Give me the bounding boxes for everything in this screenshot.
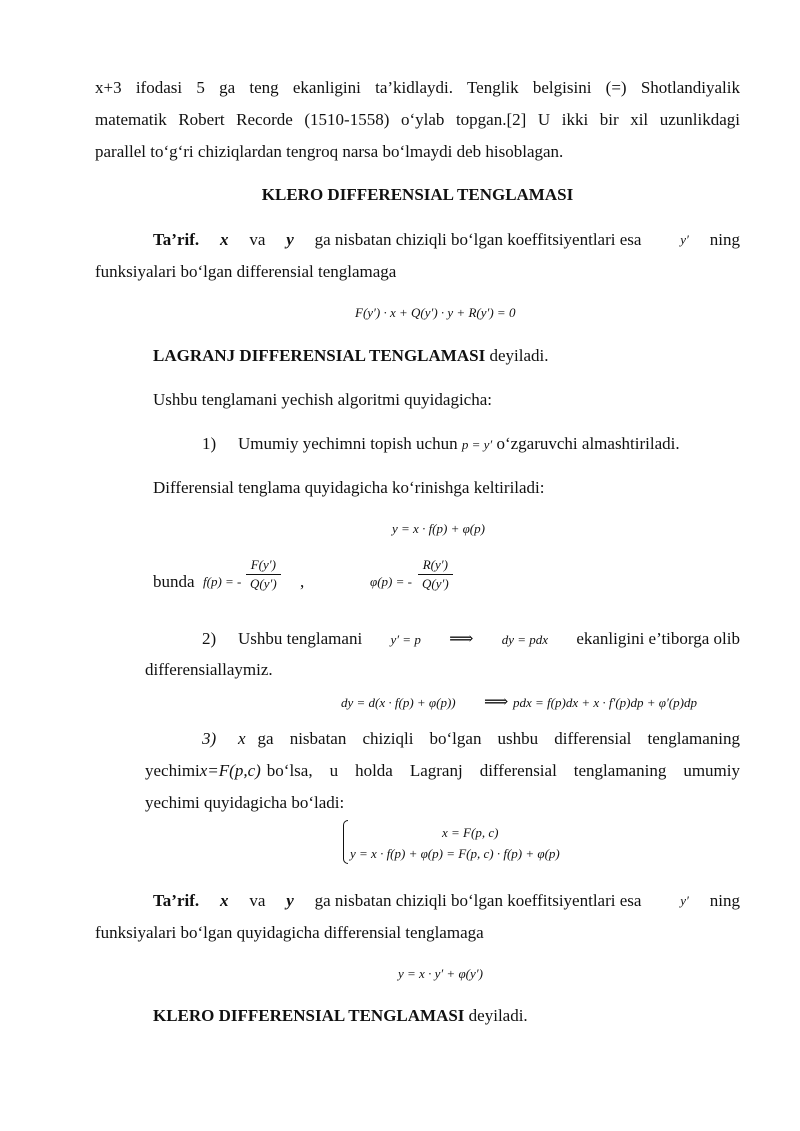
phi-definition-lhs: φ(p) = - xyxy=(370,574,412,589)
phi-fraction xyxy=(418,556,453,593)
klero-equation: y = x · y′ + φ(y′) xyxy=(398,966,483,981)
definition-2-text: ga nisbatan chiziqli bo‘lgan koeffitsiyentlari esa xyxy=(314,891,642,910)
step-3-text: ga nisbatan chiziqli bo‘lgan ushbu differensial tenglamaning xyxy=(257,729,740,748)
step-2-math-1: y′ = p xyxy=(390,632,421,647)
f-definition-lhs: f(p) = - xyxy=(203,574,242,589)
system-equation-2: y = x · f(p) + φ(p) = F(p, c) · f(p) + φ(p) xyxy=(350,846,560,861)
step-1-math: p = y′ xyxy=(461,437,493,452)
step-2-eq-left: dy = d(x · f(p) + φ(p)) xyxy=(341,695,456,710)
step-3-line-3: yechimi quyidagicha bo‘ladi: xyxy=(145,793,345,812)
step-3-line-2 xyxy=(145,761,740,781)
section-heading: KLERO DIFFERENSIAL TENGLAMASI xyxy=(261,185,574,204)
definition-text: ga nisbatan chiziqli bo‘lgan koeffitsiyentlari esa xyxy=(314,230,642,249)
differential-form-text: Differensial tenglama quyidagicha ko‘rinishga keltiriladi: xyxy=(153,478,545,497)
lagrange-form-equation: y = x · f(p) + φ(p) xyxy=(392,521,485,536)
step-3-number: 3) xyxy=(202,729,217,748)
y-prime: y′ xyxy=(680,893,689,908)
klero-suffix: deyiladi. xyxy=(464,1006,528,1025)
step-3-line-1 xyxy=(238,729,740,749)
word-ning: ning xyxy=(709,891,740,910)
step-1-text-b: o‘zgaruvchi almashtiriladi. xyxy=(496,434,680,453)
f-fraction xyxy=(246,556,281,593)
step-1-line xyxy=(238,434,680,455)
y-prime: y′ xyxy=(680,232,689,247)
algorithm-intro: Ushbu tenglamani yechish algoritmi quyidagicha: xyxy=(153,390,492,409)
f-numerator: F(y′) xyxy=(246,556,281,575)
klero-line xyxy=(153,1006,528,1026)
phi-numerator: R(y′) xyxy=(418,556,453,575)
klero-name: KLERO DIFFERENSIAL TENGLAMASI xyxy=(153,1006,465,1025)
step-2-math-2: dy = pdx xyxy=(501,632,549,647)
var-x: x xyxy=(219,891,229,910)
lagranj-name: LAGRANJ DIFFERENSIAL TENGLAMASI xyxy=(153,346,486,365)
bunda-word: bunda xyxy=(153,572,195,591)
definition-label: Ta’rif. xyxy=(153,230,200,249)
step-2-text-a: Ushbu tenglamani xyxy=(238,629,363,648)
step-2-eq-right: pdx = f(p)dx + x · f′(p)dp + φ′(p)dp xyxy=(513,695,697,710)
f-denominator: Q(y′) xyxy=(250,576,277,591)
step-3-text-a: yechimi xyxy=(145,761,200,780)
intro-line-1: x+3 ifodasi 5 ga teng ekanligini ta’kidlaydi. Tenglik belgisini (=) Shotlandiyalik xyxy=(95,78,740,97)
step-3-var-x: x xyxy=(238,729,246,748)
step-1-text-a: Umumiy yechimni topish uchun xyxy=(238,434,458,453)
implies-arrow: ⟹ xyxy=(449,629,474,648)
lagranj-line xyxy=(153,346,548,366)
definition-2-label: Ta’rif. xyxy=(153,891,200,910)
definition-1-equation: F(y′) · x + Q(y′) · y + R(y′) = 0 xyxy=(355,305,516,320)
step-1-number: 1) xyxy=(202,434,217,453)
lagranj-suffix: deyiladi. xyxy=(485,346,549,365)
var-y: y xyxy=(286,230,294,249)
word-va: va xyxy=(249,230,266,249)
step-3-text-b: bo‘lsa, u holda Lagranj differensial tenglamaning umumiy xyxy=(266,761,740,780)
definition-2-line-2: funksiyalari bo‘lgan quyidagicha differensial tenglamaga xyxy=(95,923,484,942)
comma: , xyxy=(300,572,305,591)
definition-1-line-2: funksiyalari bo‘lgan differensial tenglamaga xyxy=(95,262,397,281)
var-x: x xyxy=(219,230,229,249)
word-ning: ning xyxy=(709,230,740,249)
step-2-number: 2) xyxy=(202,629,217,648)
definition-1-line-1 xyxy=(153,230,740,250)
system-brace xyxy=(343,820,348,864)
intro-line-2: matematik Robert Recorde (1510-1558) o‘ylab topgan.[2] U ikki bir xil uzunlikdagi xyxy=(95,110,740,129)
phi-denominator: Q(y′) xyxy=(422,576,449,591)
step-2-line-1 xyxy=(238,629,740,650)
intro-line-3: parallel to‘g‘ri chiziqlardan tengroq narsa bo‘lmaydi deb hisoblagan. xyxy=(95,142,564,161)
step-2-line-2: differensiallaymiz. xyxy=(145,660,273,679)
word-va: va xyxy=(249,891,266,910)
definition-2-line-1 xyxy=(153,891,740,911)
step-2-eq-arrow: ⟹ xyxy=(484,692,509,711)
var-y: y xyxy=(286,891,294,910)
step-2-text-b: ekanligini e’tiborga olib xyxy=(576,629,740,648)
step-3-math: x=F(p,c) xyxy=(199,761,261,780)
system-equation-1: x = F(p, c) xyxy=(442,825,499,840)
